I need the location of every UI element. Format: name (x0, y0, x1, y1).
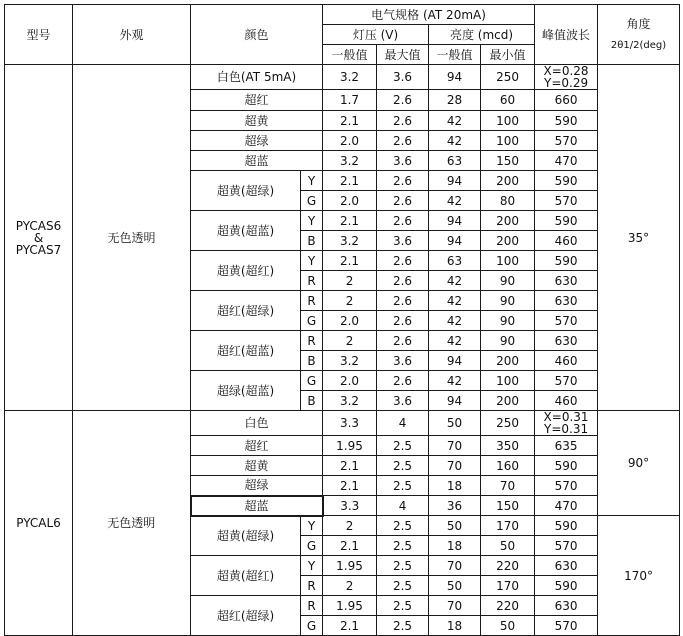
peak-wavelength: 635 (535, 436, 598, 456)
iv-min: 250 (481, 65, 535, 90)
header-vf-max: 最大值 (377, 45, 429, 65)
peak-chromaticity (535, 411, 598, 436)
iv-typical: 18 (429, 536, 481, 556)
peak-wavelength: 590 (535, 211, 598, 231)
channel-letter: Y (301, 251, 323, 271)
iv-typical: 18 (429, 616, 481, 636)
iv-typical: 42 (429, 111, 481, 131)
vf-max: 4 (377, 411, 429, 436)
vf-typical: 2.1 (323, 211, 377, 231)
angle-value: 170° (598, 516, 680, 636)
vf-max: 2.6 (377, 191, 429, 211)
vf-max: 2.5 (377, 456, 429, 476)
iv-min: 90 (481, 271, 535, 291)
iv-min: 170 (481, 516, 535, 536)
vf-typical: 3.2 (323, 351, 377, 371)
vf-typical: 1.95 (323, 556, 377, 576)
iv-min: 70 (481, 476, 535, 496)
channel-letter: G (301, 616, 323, 636)
peak-wavelength: 630 (535, 556, 598, 576)
iv-typical: 94 (429, 65, 481, 90)
channel-letter: R (301, 596, 323, 616)
channel-letter: Y (301, 171, 323, 191)
iv-min: 350 (481, 436, 535, 456)
vf-max: 2.5 (377, 596, 429, 616)
iv-min: 200 (481, 171, 535, 191)
iv-min: 150 (481, 496, 535, 516)
vf-typical: 2.1 (323, 616, 377, 636)
iv-typical: 63 (429, 251, 481, 271)
model-name: PYCAS6 (15, 218, 62, 233)
color-name: 超蓝 (191, 151, 323, 171)
header-brightness: 亮度 (mcd) (429, 25, 535, 45)
combo-color-name: 超红(超绿) (191, 596, 301, 636)
color-name: 超黄 (191, 111, 323, 131)
peak-wavelength: 590 (535, 111, 598, 131)
iv-typical: 94 (429, 211, 481, 231)
channel-letter: R (301, 331, 323, 351)
vf-max: 2.5 (377, 576, 429, 596)
color-name: 超绿 (191, 476, 323, 496)
channel-letter: G (301, 311, 323, 331)
iv-min: 50 (481, 536, 535, 556)
iv-typical: 42 (429, 311, 481, 331)
table-row (5, 411, 680, 436)
iv-min: 200 (481, 211, 535, 231)
vf-max: 3.6 (377, 391, 429, 411)
vf-typical: 3.2 (323, 65, 377, 90)
channel-letter: Y (301, 211, 323, 231)
chromaticity-y: Y=0.29 (543, 76, 589, 90)
color-name: 超黄 (191, 456, 323, 476)
channel-letter: B (301, 351, 323, 371)
chromaticity-x: X=0.31 (543, 410, 589, 424)
iv-typical: 50 (429, 576, 481, 596)
iv-typical: 50 (429, 516, 481, 536)
iv-min: 200 (481, 231, 535, 251)
iv-min: 100 (481, 111, 535, 131)
model-ampersand: & (33, 230, 44, 245)
combo-color-name: 超绿(超蓝) (191, 371, 301, 411)
vf-max: 2.6 (377, 90, 429, 111)
vf-max: 2.6 (377, 331, 429, 351)
vf-typical: 2.1 (323, 171, 377, 191)
channel-letter: B (301, 231, 323, 251)
vf-max: 2.6 (377, 311, 429, 331)
iv-typical: 42 (429, 291, 481, 311)
channel-letter: G (301, 191, 323, 211)
iv-typical: 70 (429, 596, 481, 616)
vf-typical: 2.1 (323, 476, 377, 496)
iv-typical: 70 (429, 556, 481, 576)
combo-color-name: 超黄(超蓝) (191, 211, 301, 251)
peak-wavelength: 570 (535, 131, 598, 151)
header-model: 型号 (5, 5, 73, 65)
iv-min: 50 (481, 616, 535, 636)
peak-wavelength: 590 (535, 456, 598, 476)
iv-typical: 42 (429, 131, 481, 151)
peak-wavelength: 460 (535, 351, 598, 371)
vf-max: 2.5 (377, 616, 429, 636)
vf-typical: 2.1 (323, 111, 377, 131)
vf-max: 2.6 (377, 271, 429, 291)
vf-max: 2.6 (377, 111, 429, 131)
iv-typical: 42 (429, 191, 481, 211)
iv-typical: 94 (429, 391, 481, 411)
header-vf-typical: 一般值 (323, 45, 377, 65)
vf-max: 3.6 (377, 231, 429, 251)
model-name: PYCAS7 (15, 242, 62, 257)
vf-typical: 2.0 (323, 311, 377, 331)
header-iv-min: 最小值 (481, 45, 535, 65)
color-name: 白色(AT 5mA) (191, 65, 323, 90)
header-row-1 (5, 5, 680, 25)
vf-typical: 2.1 (323, 251, 377, 271)
vf-typical: 3.3 (323, 496, 377, 516)
color-name: 白色 (191, 411, 323, 436)
vf-max: 2.5 (377, 556, 429, 576)
header-angle-unit: 2θ1/2(deg) (610, 39, 667, 51)
peak-wavelength: 590 (535, 516, 598, 536)
iv-typical: 70 (429, 436, 481, 456)
angle-value: 90° (598, 411, 680, 516)
iv-typical: 63 (429, 151, 481, 171)
iv-typical: 28 (429, 90, 481, 111)
iv-typical: 94 (429, 171, 481, 191)
iv-typical: 70 (429, 456, 481, 476)
peak-wavelength: 590 (535, 576, 598, 596)
iv-typical: 94 (429, 351, 481, 371)
model-cell-pycas (5, 65, 73, 411)
iv-typical: 36 (429, 496, 481, 516)
combo-color-name: 超黄(超红) (191, 556, 301, 596)
header-angle (598, 5, 680, 65)
iv-min: 100 (481, 251, 535, 271)
channel-letter: R (301, 576, 323, 596)
peak-wavelength: 590 (535, 251, 598, 271)
vf-typical: 2.1 (323, 536, 377, 556)
vf-max: 2.6 (377, 171, 429, 191)
vf-typical: 2.0 (323, 371, 377, 391)
vf-max: 2.6 (377, 131, 429, 151)
vf-typical: 2 (323, 516, 377, 536)
vf-typical: 1.95 (323, 436, 377, 456)
header-color: 颜色 (191, 5, 323, 65)
combo-color-name: 超黄(超绿) (191, 516, 301, 556)
iv-min: 100 (481, 131, 535, 151)
peak-chromaticity (535, 65, 598, 90)
vf-max: 2.6 (377, 251, 429, 271)
iv-typical: 94 (429, 231, 481, 251)
iv-min: 80 (481, 191, 535, 211)
channel-letter: Y (301, 516, 323, 536)
vf-max: 2.5 (377, 516, 429, 536)
iv-min: 160 (481, 456, 535, 476)
vf-max: 4 (377, 496, 429, 516)
vf-typical: 2 (323, 291, 377, 311)
peak-wavelength: 630 (535, 331, 598, 351)
iv-min: 200 (481, 391, 535, 411)
appearance-cell: 无色透明 (73, 411, 191, 636)
iv-min: 90 (481, 291, 535, 311)
header-appearance: 外观 (73, 5, 191, 65)
iv-min: 100 (481, 371, 535, 391)
channel-letter: B (301, 391, 323, 411)
peak-wavelength: 570 (535, 311, 598, 331)
peak-wavelength: 570 (535, 536, 598, 556)
vf-max: 2.5 (377, 536, 429, 556)
vf-typical: 2.0 (323, 191, 377, 211)
peak-wavelength: 460 (535, 231, 598, 251)
iv-min: 90 (481, 311, 535, 331)
vf-typical: 3.2 (323, 231, 377, 251)
iv-min: 220 (481, 596, 535, 616)
header-voltage: 灯压 (V) (323, 25, 429, 45)
channel-letter: G (301, 371, 323, 391)
vf-typical: 3.2 (323, 151, 377, 171)
combo-color-name: 超黄(超绿) (191, 171, 301, 211)
peak-wavelength: 630 (535, 271, 598, 291)
combo-color-name: 超红(超蓝) (191, 331, 301, 371)
peak-wavelength: 660 (535, 90, 598, 111)
color-name: 超红 (191, 90, 323, 111)
vf-typical: 2 (323, 331, 377, 351)
iv-typical: 50 (429, 411, 481, 436)
combo-color-name: 超黄(超红) (191, 251, 301, 291)
peak-wavelength: 570 (535, 476, 598, 496)
channel-letter: R (301, 271, 323, 291)
header-iv-typical: 一般值 (429, 45, 481, 65)
channel-letter: G (301, 536, 323, 556)
peak-wavelength: 630 (535, 596, 598, 616)
iv-typical: 42 (429, 271, 481, 291)
iv-min: 90 (481, 331, 535, 351)
peak-wavelength: 570 (535, 616, 598, 636)
header-peak-wavelength: 峰值波长 (535, 5, 598, 65)
iv-typical: 18 (429, 476, 481, 496)
peak-wavelength: 470 (535, 151, 598, 171)
iv-min: 60 (481, 90, 535, 111)
peak-wavelength: 570 (535, 191, 598, 211)
vf-max: 3.6 (377, 65, 429, 90)
vf-typical: 3.2 (323, 391, 377, 411)
iv-min: 200 (481, 351, 535, 371)
iv-min: 170 (481, 576, 535, 596)
peak-wavelength: 470 (535, 496, 598, 516)
vf-max: 2.5 (377, 476, 429, 496)
iv-typical: 42 (429, 331, 481, 351)
combo-color-name: 超红(超绿) (191, 291, 301, 331)
model-cell-pycal: PYCAL6 (5, 411, 73, 636)
iv-min: 250 (481, 411, 535, 436)
appearance-cell: 无色透明 (73, 65, 191, 411)
chromaticity-x: X=0.28 (543, 64, 589, 78)
header-angle-title: 角度 (626, 17, 651, 32)
vf-max: 3.6 (377, 351, 429, 371)
iv-typical: 42 (429, 371, 481, 391)
table-row (5, 65, 680, 90)
peak-wavelength: 590 (535, 171, 598, 191)
vf-typical: 2 (323, 271, 377, 291)
iv-min: 150 (481, 151, 535, 171)
vf-max: 2.6 (377, 211, 429, 231)
iv-min: 220 (481, 556, 535, 576)
vf-max: 3.6 (377, 151, 429, 171)
led-spec-table (4, 4, 680, 636)
angle-value: 35° (598, 65, 680, 411)
channel-letter: Y (301, 556, 323, 576)
vf-max: 2.5 (377, 436, 429, 456)
peak-wavelength: 460 (535, 391, 598, 411)
peak-wavelength: 630 (535, 291, 598, 311)
color-name: 超红 (191, 436, 323, 456)
vf-typical: 1.7 (323, 90, 377, 111)
vf-typical: 2 (323, 576, 377, 596)
vf-typical: 2.0 (323, 131, 377, 151)
vf-typical: 1.95 (323, 596, 377, 616)
chromaticity-y: Y=0.31 (543, 422, 589, 436)
color-name: 超绿 (191, 131, 323, 151)
vf-max: 2.6 (377, 371, 429, 391)
channel-letter: R (301, 291, 323, 311)
vf-max: 2.6 (377, 291, 429, 311)
vf-typical: 2.1 (323, 456, 377, 476)
peak-wavelength: 570 (535, 371, 598, 391)
header-electrical: 电气规格 (AT 20mA) (323, 5, 535, 25)
vf-typical: 3.3 (323, 411, 377, 436)
color-name: 超蓝 (191, 496, 323, 516)
